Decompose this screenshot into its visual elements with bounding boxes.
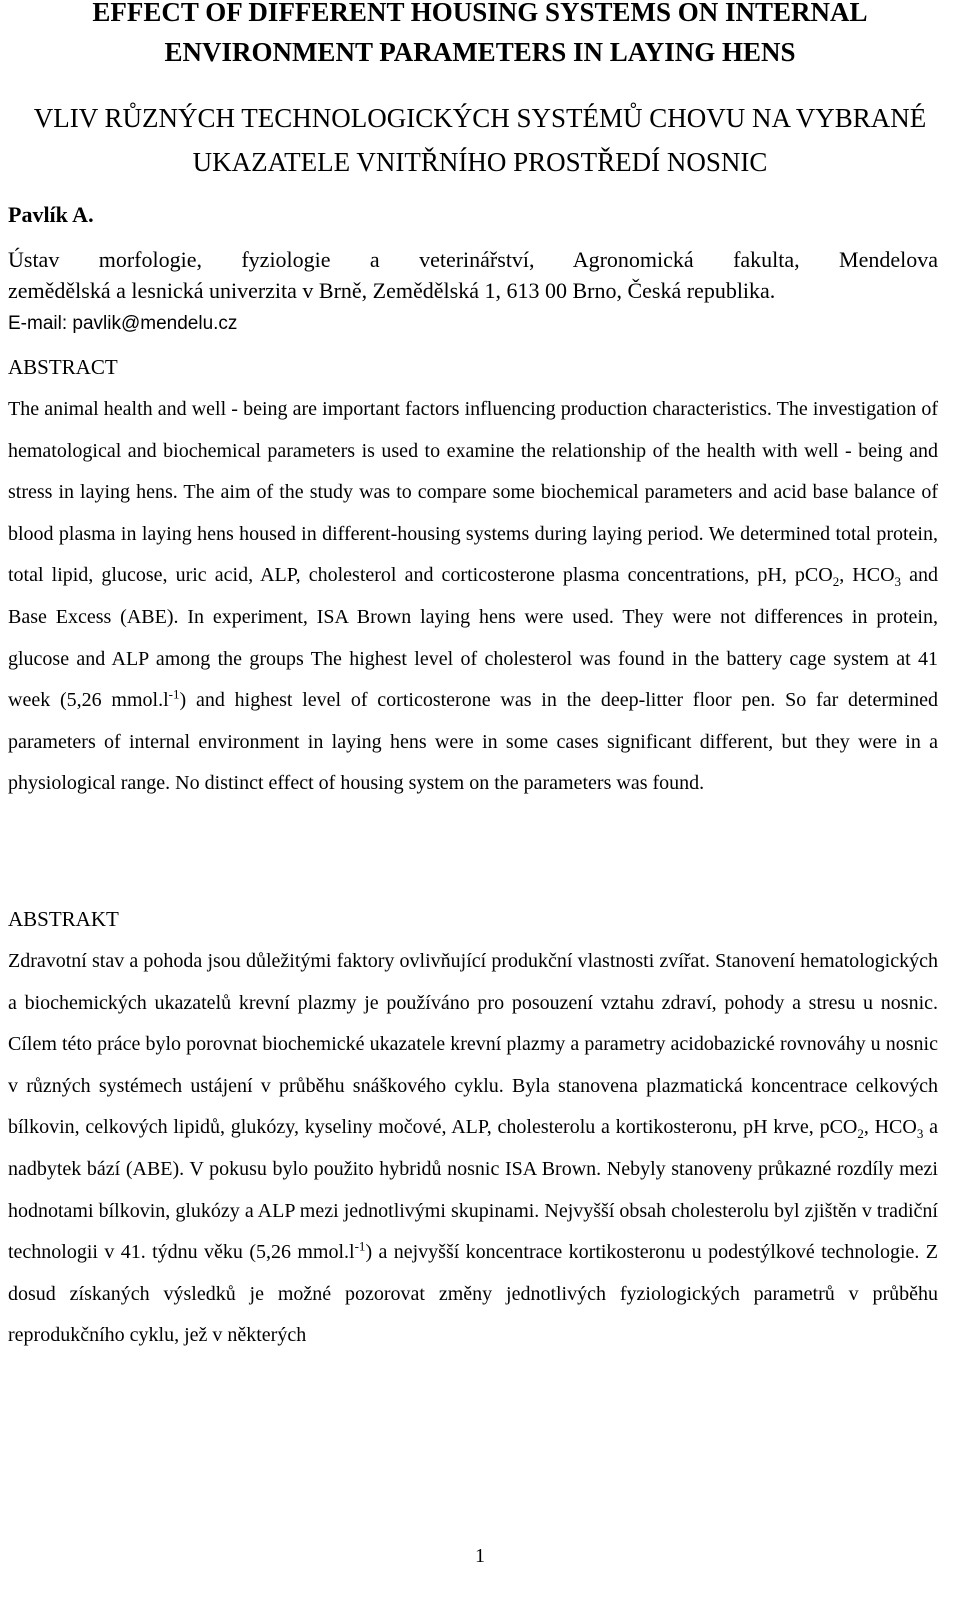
abstrakt-subscript-2: 3 [916,1126,924,1142]
author-email: E-mail: pavlik@mendelu.cz [8,313,238,334]
affiliation-line-1: Ústav morfologie, fyziologie a veterinářství, Agronomická fakulta, Mendelova [8,247,938,272]
abstract-text-2: , HCO [839,564,895,587]
abstract-text-4: ) and highest level of corticosterone was in the deep-litter floor pen. So far determined parameters of internal environment in laying hens were in some cases significant different, but they were in a physiological range. No distinct effect of housing system on the parameters was found. [8,689,938,795]
abstract-text-1: The animal health and well - being are important factors influencing production characteristics. The investigation of hematological and biochemical parameters is used to examine the relationship of the health with well - being and stress in laying hens. The aim of the study was to compare some biochemical parameters and acid base balance of blood plasma in laying hens housed in different-housing systems during laying period. We determined total protein, total lipid, glucose, uric acid, ALP, cholesterol and corticosterone plasma concentrations, pH, pCO [8,398,938,587]
page-number: 1 [475,1545,485,1567]
abstract-paragraph [8,389,938,805]
title-english: EFFECT OF DIFFERENT HOUSING SYSTEMS ON INTERNAL ENVIRONMENT PARAMETERS IN LAYING HENS [92,0,868,67]
abstract-subscript-2: 3 [894,574,902,590]
abstrakt-superscript-1: -1 [354,1238,366,1254]
author-affiliation [8,244,938,306]
abstract-text-3: and Base Excess (ABE). In experiment, ISA Brown laying hens were used. They were not differences in protein, glucose and ALP among the groups The highest level of cholesterol was found in the battery cage system at 41 week (5,26 mmol.l [8,564,939,712]
abstrakt-heading: ABSTRAKT [8,907,119,931]
abstrakt-text-4: ) a nejvyšší koncentrace kortikosteronu u podestýlkové technologie. Z dosud získaných výsledků je možné pozorovat změny jednotlivých fyziologických parametrů v průběhu reprodukčního cyklu, jež v některých [8,1241,938,1347]
abstract-superscript-1: -1 [168,686,180,702]
abstrakt-text-3: a nadbytek bází (ABE). V pokusu bylo použito hybridů nosnic ISA Brown. Nebyly stanoveny průkazné rozdíly mezi hodnotami bílkovin, glukózy a ALP mezi jednotlivými skupinami. Nejvyšší obsah cholesterolu byl zjištěn v tradiční technologii v 41. týdnu věku (5,26 mmol.l [8,1116,938,1264]
title-czech: VLIV RŮZNÝCH TECHNOLOGICKÝCH SYSTÉMŮ CHOVU NA VYBRANÉ UKAZATELE VNITŘNÍHO PROSTŘEDÍ NOSNIC [33,103,927,177]
abstrakt-text-1: Zdravotní stav a pohoda jsou důležitými faktory ovlivňující produkční vlastnosti zvířat. Stanovení hematologických a biochemických ukazatelů krevní plazmy je používáno pro posouzení vztahu zdraví, pohody a stresu u nosnic. Cílem této práce bylo porovnat biochemické ukazatele krevní plazmy a parametry acidobazické rovnováhy u nosnic v různých systémech ustájení v průběhu snáškového cyklu. Byla stanovena plazmatická koncentrace celkových bílkovin, celkových lipidů, glukózy, kyseliny močové, ALP, cholesterolu a kortikosteronu, pH krve, pCO [8,950,938,1139]
abstract-subscript-1: 2 [832,574,840,590]
abstrakt-text-2: , HCO [863,1116,917,1139]
abstrakt-subscript-1: 2 [857,1126,864,1142]
abstract-heading: ABSTRACT [8,355,118,379]
author-name: Pavlík A. [8,202,94,227]
affiliation-line-2: zemědělská a lesnická univerzita v Brně, Zemědělská 1, 613 00 Brno, Česká republika. [8,278,776,303]
abstrakt-paragraph [8,941,938,1357]
